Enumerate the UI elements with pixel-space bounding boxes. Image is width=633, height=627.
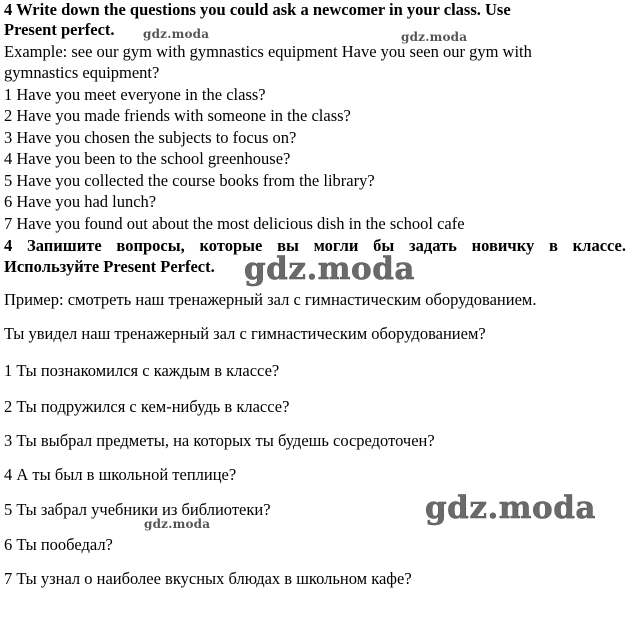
question-en-2: 2 Have you made friends with someone in the class? (4, 106, 351, 125)
question-en-6: 6 Have you had lunch? (4, 192, 157, 211)
example-ru-line2: Ты увидел наш тренажерный зал с гимнастическим оборудованием? (4, 324, 486, 343)
exercise-heading-ru-line2: Используйте Present Perfect. (4, 257, 215, 276)
watermark-large-2: gdz.moda (425, 490, 596, 526)
exercise-heading-ru-line1: 4 Запишите вопросы, которые вы могли бы задать новичку в классе. (4, 236, 626, 255)
watermark-small-3: gdz.moda (144, 517, 211, 531)
question-en-3: 3 Have you chosen the subjects to focus on? (4, 128, 297, 147)
exercise-heading-en-line2: Present perfect. (4, 20, 115, 39)
exercise-heading-en-line1: 4 Write down the questions you could ask a newcomer in your class. Use (4, 0, 511, 19)
question-ru-5: 5 Ты забрал учебники из библиотеки? (4, 500, 271, 519)
watermark-small-1: gdz.moda (143, 27, 210, 41)
example-ru-line1: Пример: смотреть наш тренажерный зал с гимнастическим оборудованием. (4, 290, 537, 309)
question-en-7: 7 Have you found out about the most delicious dish in the school cafe (4, 214, 465, 233)
question-ru-2: 2 Ты подружился с кем-нибудь в классе? (4, 397, 290, 416)
question-en-5: 5 Have you collected the course books from the library? (4, 171, 375, 190)
question-ru-7: 7 Ты узнал о наиболее вкусных блюдах в школьном кафе? (4, 569, 412, 588)
question-ru-6: 6 Ты пообедал? (4, 535, 113, 554)
example-en-line2: gymnastics equipment? (4, 63, 160, 82)
question-en-1: 1 Have you meet everyone in the class? (4, 85, 266, 104)
question-ru-3: 3 Ты выбрал предметы, на которых ты будешь сосредоточен? (4, 431, 435, 450)
question-en-4: 4 Have you been to the school greenhouse? (4, 149, 291, 168)
watermark-small-2: gdz.moda (401, 30, 468, 44)
watermark-large-1: gdz.moda (244, 251, 415, 287)
question-ru-4: 4 А ты был в школьной теплице? (4, 465, 237, 484)
question-ru-1: 1 Ты познакомился с каждым в классе? (4, 361, 280, 380)
example-en-line1: Example: see our gym with gymnastics equipment Have you seen our gym with (4, 42, 532, 61)
